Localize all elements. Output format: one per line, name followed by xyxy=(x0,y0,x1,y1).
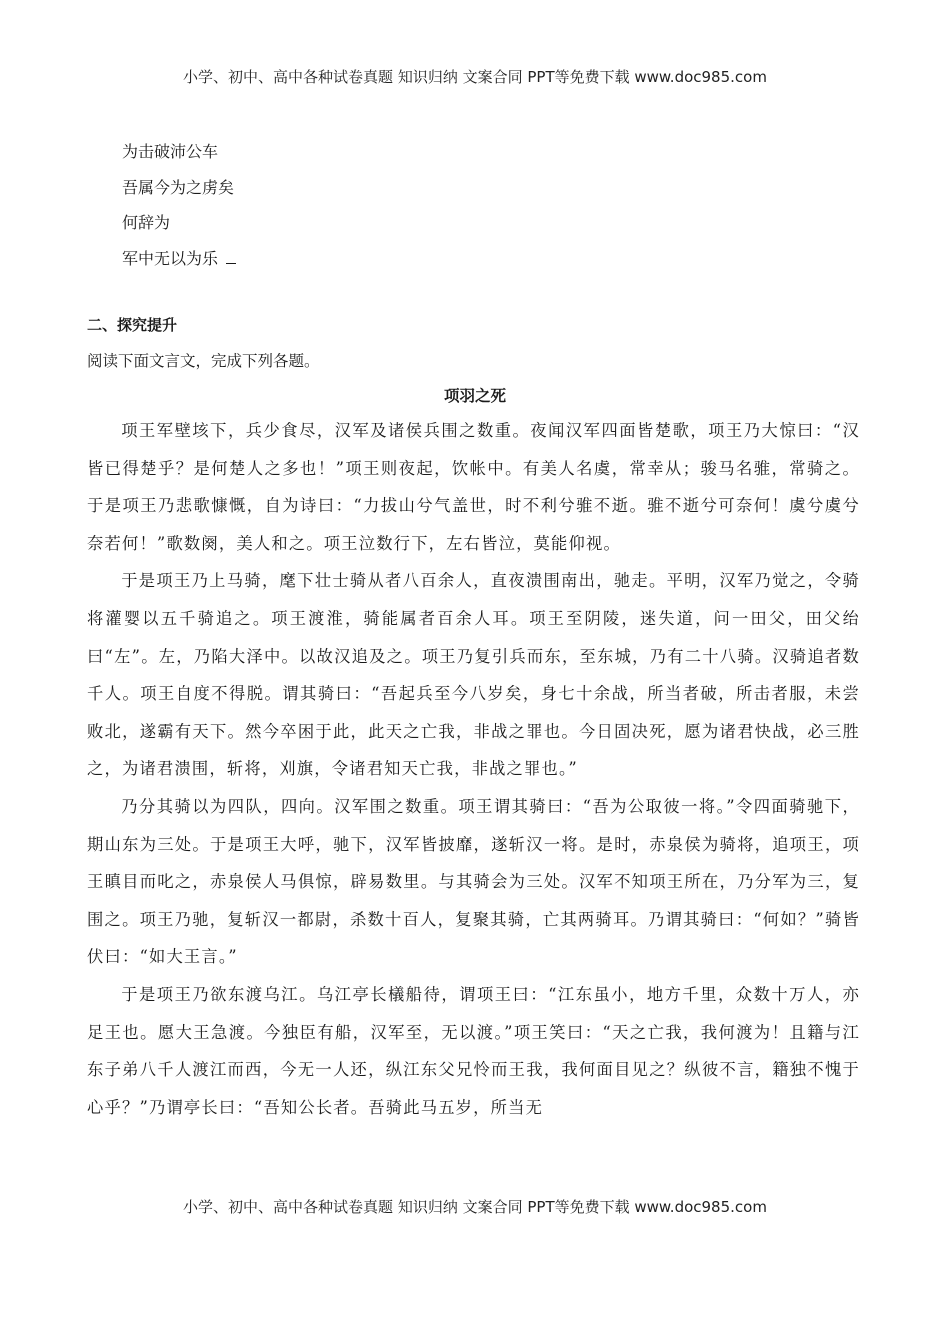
page-header: 小学、初中、高中各种试卷真题 知识归纳 文案合同 PPT等免费下载 www.doc985.com xyxy=(183,68,767,86)
article-paragraph: 项王军壁垓下，兵少食尽，汉军及诸侯兵围之数重。夜闻汉军四面皆楚歌，项王乃大惊曰：“汉皆已得楚乎？是何楚人之多也！”项王则夜起，饮帐中。有美人名虞，常幸从；骏马名骓，常骑之。于是项王乃悲歌慷慨，自为诗曰：“力拔山兮气盖世，时不利兮骓不逝。骓不逝兮可奈何！虞兮虞兮奈若何！”歌数阕，美人和之。项王泣数行下，左右皆泣，莫能仰视。 xyxy=(87,421,860,553)
answer-blank xyxy=(226,251,236,264)
exercise-item-text: 军中无以为乐 xyxy=(122,248,219,268)
section-instruction: 阅读下面文言文，完成下列各题。 xyxy=(87,352,320,370)
exercise-item: 为击破沛公车 xyxy=(122,142,219,161)
exercise-item: 何辞为 xyxy=(122,213,171,232)
section-title: 二、探究提升 xyxy=(87,316,178,334)
exercise-items xyxy=(122,134,236,276)
page-footer: 小学、初中、高中各种试卷真题 知识归纳 文案合同 PPT等免费下载 www.doc985.com xyxy=(183,1198,767,1216)
article-paragraph: 乃分其骑以为四队，四向。汉军围之数重。项王谓其骑曰：“吾为公取彼一将。”令四面骑驰下，期山东为三处。于是项王大呼，驰下，汉军皆披靡，遂斩汉一将。是时，赤泉侯为骑将，追项王，项王瞋目而叱之，赤泉侯人马俱惊，辟易数里。与其骑会为三处。汉军不知项王所在，乃分军为三，复围之。项王乃驰，复斩汉一都尉，杀数十百人，复聚其骑，亡其两骑耳。乃谓其骑曰：“何如？”骑皆伏曰：“如大王言。” xyxy=(87,796,860,967)
article-paragraph: 于是项王乃上马骑，麾下壮士骑从者八百余人，直夜溃围南出，驰走。平明，汉军乃觉之，令骑将灌婴以五千骑追之。项王渡淮，骑能属者百余人耳。项王至阴陵，迷失道，问一田父，田父绐曰“左”。左，乃陷大泽中。以故汉追及之。项王乃复引兵而东，至东城，乃有二十八骑。汉骑追者数千人。项王自度不得脱。谓其骑曰：“吾起兵至今八岁矣，身七十余战，所当者破，所击者服，未尝败北，遂霸有天下。然今卒困于此，此天之亡我，非战之罪也。今日固决死，愿为诸君快战，必三胜之，为诸君溃围，斩将，刈旗，令诸君知天亡我，非战之罪也。” xyxy=(87,571,860,779)
exercise-item-with-blank xyxy=(122,241,236,277)
article-body xyxy=(87,412,860,1126)
exercise-item: 吾属今为之虏矣 xyxy=(122,177,235,197)
article-paragraph: 于是项王乃欲东渡乌江。乌江亭长檥船待，谓项王曰：“江东虽小，地方千里，众数十万人，亦足王也。愿大王急渡。今独臣有船，汉军至，无以渡。”项王笑曰：“天之亡我，我何渡为！且籍与江东子弟八千人渡江而西，今无一人还，纵江东父兄怜而王我，我何面目见之？纵彼不言，籍独不愧于心乎？”乃谓亭长曰：“吾知公长者。吾骑此马五岁，所当无 xyxy=(87,984,860,1117)
article-title: 项羽之死 xyxy=(443,387,506,405)
